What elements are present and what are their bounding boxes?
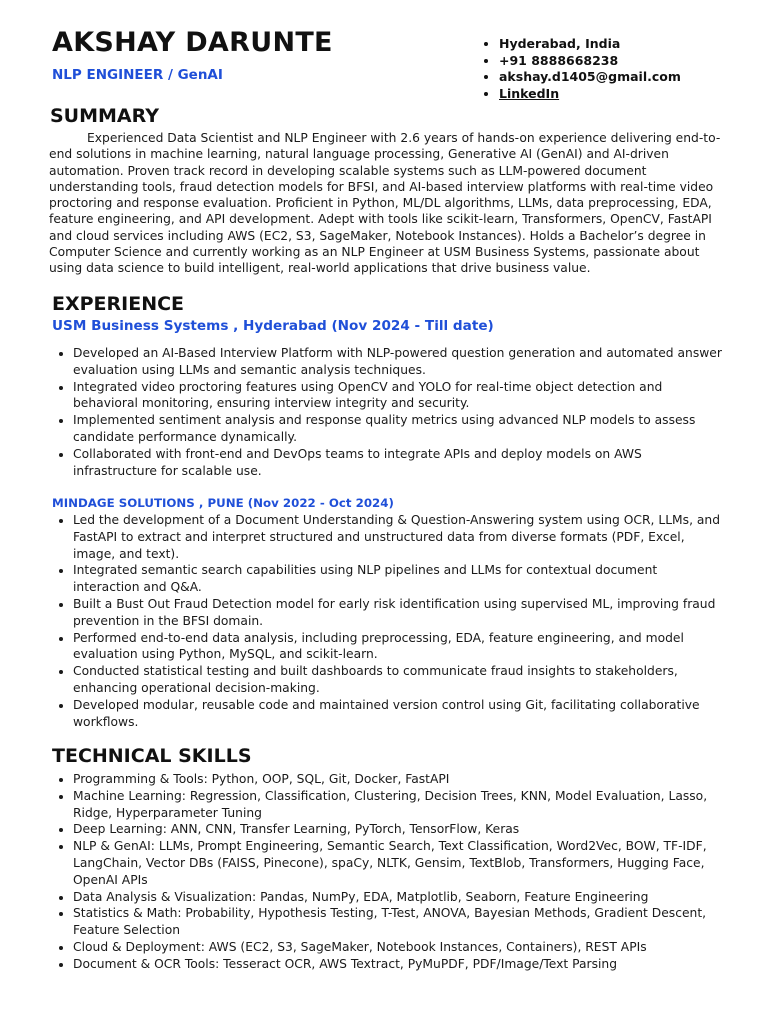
job-heading-usm: USM Business Systems , Hyderabad (Nov 2024 - Till date) — [52, 318, 494, 334]
skills-list — [52, 771, 733, 973]
job-bullets-mindage — [52, 512, 727, 730]
contact-email: • akshay.d1405@gmail.com — [499, 69, 681, 86]
linkedin-link[interactable]: LinkedIn — [499, 85, 560, 101]
job-bullet: • Performed end-to-end data analysis, including preprocessing, EDA, feature engineering, and model evaluation using Python, MySQL, and scikit-learn. — [73, 630, 727, 664]
job-bullet: • Collaborated with front-end and DevOps teams to integrate APIs and deploy models on AWS infrastructure for scalable use. — [73, 446, 727, 480]
contact-linkedin-item — [499, 86, 681, 103]
contact-phone: • +91 8888668238 — [499, 53, 681, 70]
skill-item: • Deep Learning: ANN, CNN, Transfer Learning, PyTorch, TensorFlow, Keras — [73, 821, 733, 838]
skill-item: • Statistics & Math: Probability, Hypothesis Testing, T-Test, ANOVA, Bayesian Methods, Gradient Descent, Feature Selection — [73, 905, 733, 939]
summary-heading: SUMMARY — [50, 105, 159, 127]
experience-heading: EXPERIENCE — [52, 293, 185, 315]
job-bullet: • Developed an AI-Based Interview Platform with NLP-powered question generation and automated answer evaluation using LLMs and semantic analysis techniques. — [73, 345, 727, 379]
job-bullet: • Led the development of a Document Understanding & Question-Answering system using OCR, LLMs, and FastAPI to extract and interpret structured and unstructured data from diverse formats (PDF, Excel, image, and text). — [73, 512, 727, 562]
job-heading-mindage: MINDAGE SOLUTIONS , PUNE (Nov 2022 - Oct 2024) — [52, 496, 394, 510]
skill-item: • Programming & Tools: Python, OOP, SQL, Git, Docker, FastAPI — [73, 771, 733, 788]
contact-location: • Hyderabad, India — [499, 36, 681, 53]
job-bullet: • Implemented sentiment analysis and response quality metrics using advanced NLP models to assess candidate performance dynamically. — [73, 412, 727, 446]
job-bullet: • Built a Bust Out Fraud Detection model for early risk identification using supervised ML, improving fraud prevention in the BFSI domain. — [73, 596, 727, 630]
skill-item: • NLP & GenAI: LLMs, Prompt Engineering, Semantic Search, Text Classification, Word2Vec, BOW, TF-IDF, LangChain, Vector DBs (FAISS, Pinecone), spaCy, NLTK, Gensim, TextBlob, Transformers, Hugging Face, OpenAI APIs — [73, 838, 733, 888]
candidate-name: AKSHAY DARUNTE — [52, 27, 333, 58]
skill-item: • Machine Learning: Regression, Classification, Clustering, Decision Trees, KNN, Model Evaluation, Lasso, Ridge, Hyperparameter Tuning — [73, 788, 733, 822]
skill-item: • Document & OCR Tools: Tesseract OCR, AWS Textract, PyMuPDF, PDF/Image/Text Parsing — [73, 956, 733, 973]
skills-heading: TECHNICAL SKILLS — [52, 745, 252, 767]
job-bullet: • Developed modular, reusable code and maintained version control using Git, facilitating collaborative workflows. — [73, 697, 727, 731]
job-bullet: • Integrated video proctoring features using OpenCV and YOLO for real-time object detection and behavioral monitoring, ensuring interview integrity and security. — [73, 379, 727, 413]
job-bullet: • Conducted statistical testing and built dashboards to communicate fraud insights to stakeholders, enhancing operational decision-making. — [73, 663, 727, 697]
skill-item: • Data Analysis & Visualization: Pandas, NumPy, EDA, Matplotlib, Seaborn, Feature Engineering — [73, 889, 733, 906]
job-bullets-usm — [52, 345, 727, 479]
contact-list — [482, 36, 681, 102]
summary-text: Experienced Data Scientist and NLP Engineer with 2.6 years of hands-on experience delivering end-to-end solutions in machine learning, natural language processing, Generative AI (GenAI) and AI-driven automation. Proven track record in developing scalable systems such as LLM-powered document understanding tools, fraud detection models for BFSI, and AI-based interview platforms with real-time video proctoring and response evaluation. Proficient in Python, ML/DL algorithms, LLMs, data preprocessing, EDA, feature engineering, and API development. Adept with tools like scikit-learn, Transformers, OpenCV, FastAPI and cloud services including AWS (EC2, S3, SageMaker, Notebook Instances). Holds a Bachelor’s degree in Computer Science and currently working as an NLP Engineer at USM Business Systems, passionate about using data science to build intelligent, real-world applications that drive business value. — [49, 131, 721, 276]
skill-item: • Cloud & Deployment: AWS (EC2, S3, SageMaker, Notebook Instances, Containers), REST APIs — [73, 939, 733, 956]
job-bullet: • Integrated semantic search capabilities using NLP pipelines and LLMs for contextual document interaction and Q&A. — [73, 562, 727, 596]
candidate-role: NLP ENGINEER / GenAI — [52, 67, 223, 83]
